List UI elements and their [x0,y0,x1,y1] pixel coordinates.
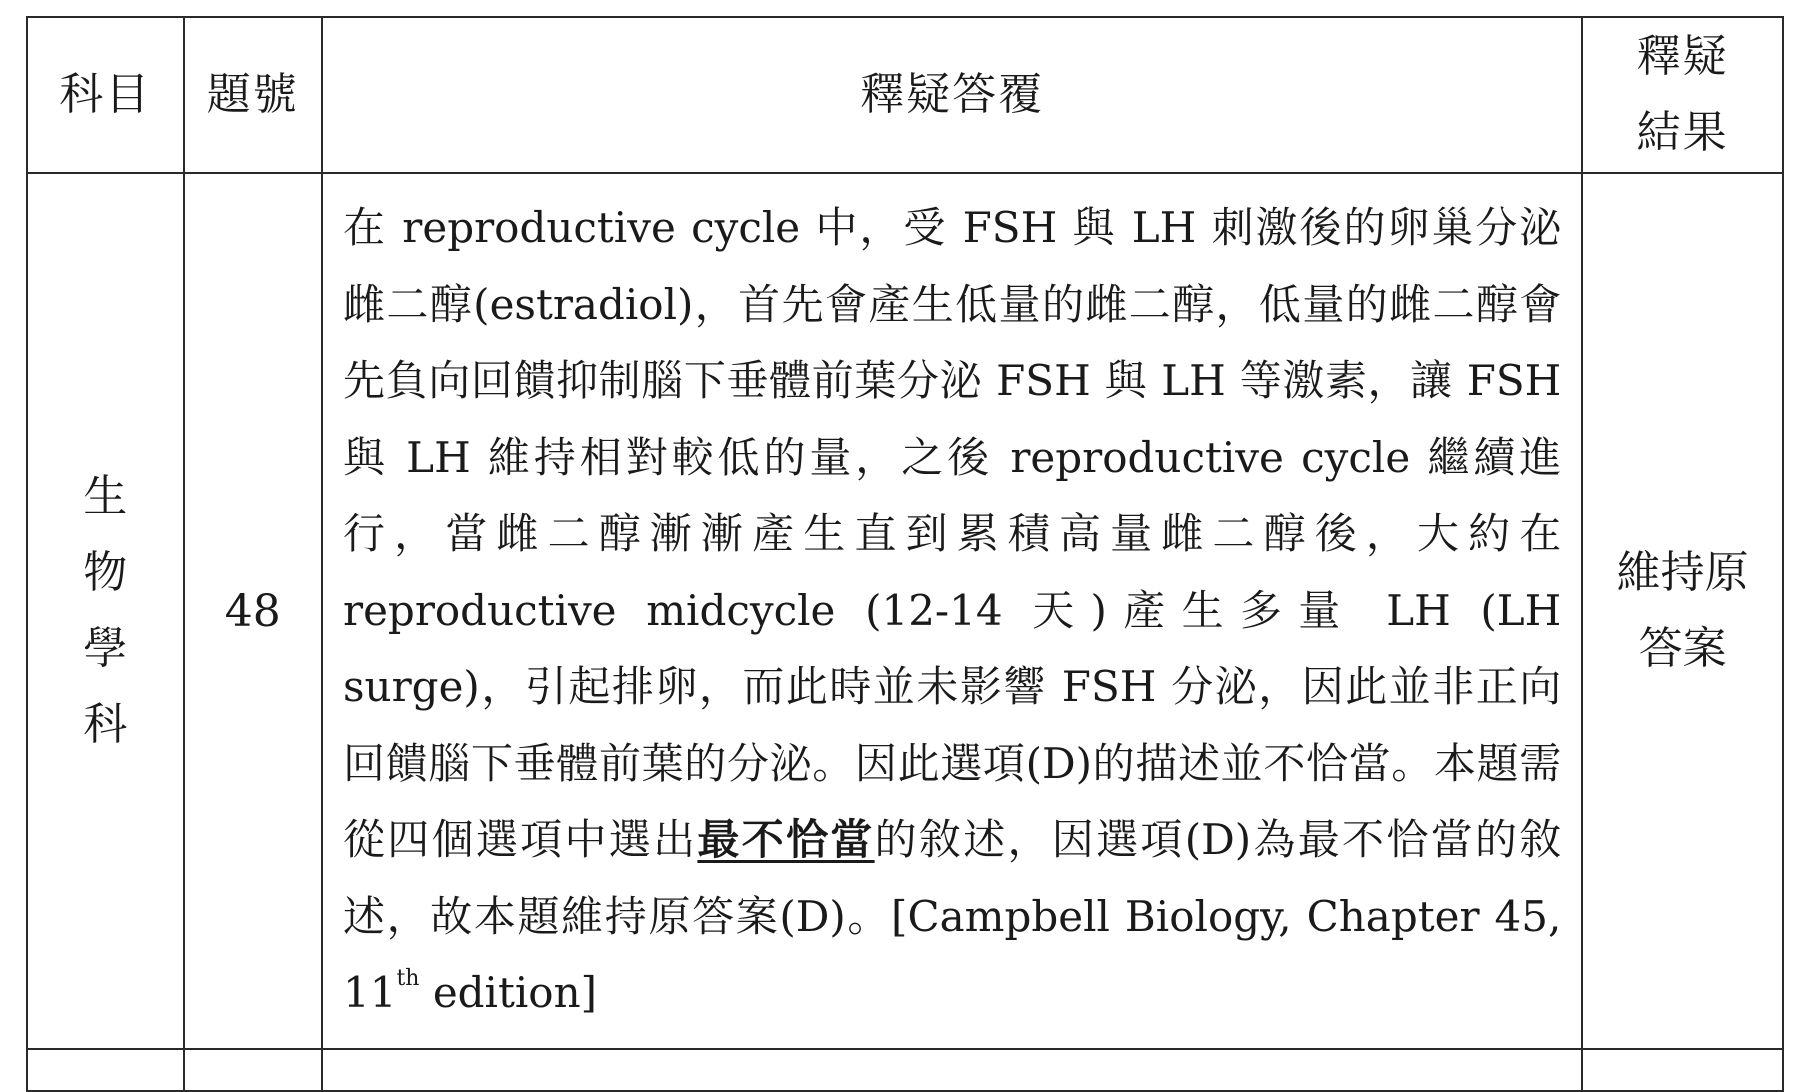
result-line-1: 維持原 [1616,547,1749,598]
edition-superscript: th [396,966,420,992]
answer-bold-emphasis: 最不恰當 [697,815,875,865]
subject-cell [27,173,184,1049]
header-result-line-2: 結果 [1636,107,1729,158]
answer-text-part-3: edition] [419,968,598,1018]
header-subject: 科目 [27,17,184,173]
answer-cell [322,173,1582,1049]
partial-cell [1582,1049,1783,1091]
header-answer: 釋疑答覆 [322,17,1582,173]
subject-char: 科 [83,699,128,750]
subject-char: 學 [83,623,128,674]
subject-char: 物 [83,547,128,598]
subject-char: 生 [83,471,128,522]
partial-cell [322,1049,1582,1091]
partial-cell [184,1049,322,1091]
partial-cell [27,1049,184,1091]
header-number: 題號 [184,17,322,173]
result-line-2: 答案 [1638,623,1727,674]
table-row [27,173,1783,1049]
answer-text-part-2: 的敘述，因選項(D)為最不恰當的敘述，故本題維持原答案(D)。[Campbell Biology, Chapter 45, 11 [343,815,1562,1018]
table-row-partial [27,1049,1783,1091]
header-result [1582,17,1783,173]
result-cell [1582,173,1783,1049]
table-header-row [27,17,1783,173]
header-result-line-1: 釋疑 [1636,31,1729,82]
answer-text-part-1: 在 reproductive cycle 中，受 FSH 與 LH 刺激後的卵巢分泌雌二醇(estradiol)，首先會產生低量的雌二醇，低量的雌二醇會先負向回饋抑制腦下垂體前葉分泌 FSH 與 LH 等激素，讓 FSH 與 LH 維持相對較低的量，之後 reproductive cycle 繼續進行，當雌二醇漸漸產生直到累積高量雌二醇後，大約在 reproductive midcycle (12-14 天)產生多量 LH (LH surge)，引起排卵，而此時並未影響 FSH 分泌，因此並非正向回饋腦下垂體前葉的分泌。因此選項(D)的描述並不恰當。本題需從四個選項中選出 [343,203,1562,865]
question-number-cell: 48 [184,173,322,1049]
review-table [26,16,1784,1092]
answer-text [343,190,1561,1032]
